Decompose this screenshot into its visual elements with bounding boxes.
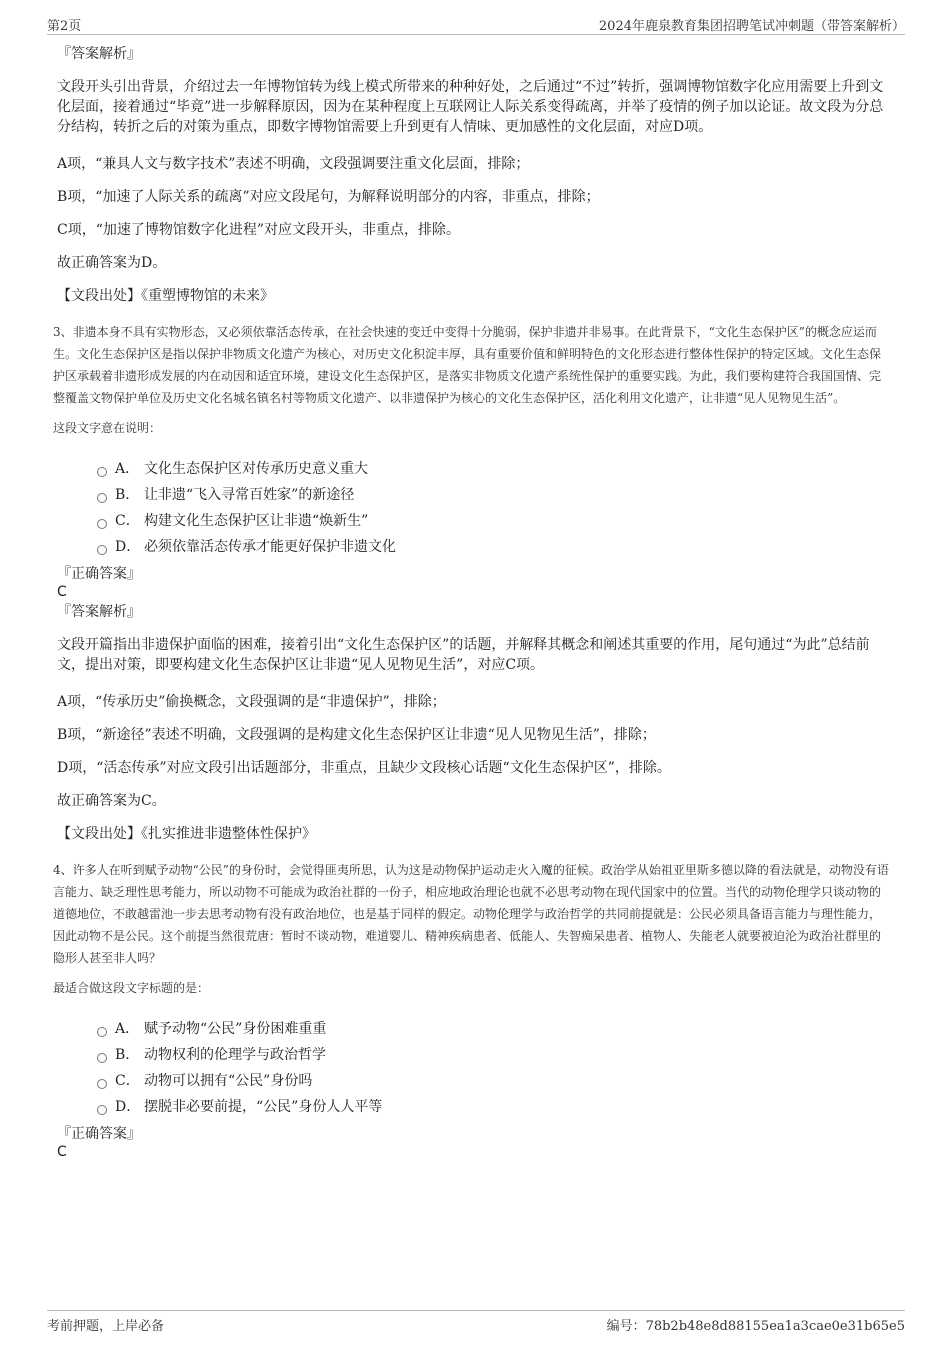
analysis-option-a: A项，“传承历史”偷换概念，文段强调的是“非遗保护”，排除； bbox=[57, 694, 446, 710]
radio-icon[interactable] bbox=[97, 545, 107, 555]
page-footer bbox=[47, 1310, 905, 1335]
analysis-conclusion: 故正确答案为C。 bbox=[57, 793, 166, 809]
correct-answer-label: 『正确答案』 bbox=[57, 566, 141, 582]
correct-answer: C bbox=[57, 584, 67, 600]
correct-answer: C bbox=[57, 1144, 67, 1160]
question-3-options bbox=[57, 456, 890, 560]
option-a[interactable]: A． 文化生态保护区对传承历史意义重大 bbox=[57, 456, 890, 482]
analysis-label: 『答案解析』 bbox=[57, 46, 141, 62]
analysis-text: 文段开篇指出非遗保护面临的困难，接着引出“文化生态保护区”的话题，并解释其概念和阐述其重要的作用，尾句通过“为此”总结前文，提出对策，即要构建文化生态保护区让非遗“见人见物见生活”，对应C项。 bbox=[57, 637, 870, 673]
correct-answer-label: 『正确答案』 bbox=[57, 1126, 141, 1142]
radio-icon[interactable] bbox=[97, 1027, 107, 1037]
question-4-text: 4、许多人在听到赋予动物“公民”的身份时，会觉得匪夷所思，认为这是动物保护运动走火入魔的征候。政治学从始祖亚里斯多德以降的看法就是，动物没有语言能力、缺乏理性思考能力，所以动物不可能成为政治社群的一份子，相应地政治理论也就不必思考动物在现代国家中的位置。当代的动物伦理学只谈动物的道德地位，不敢越雷池一步去思考动物有没有政治地位，也是基于同样的假定。动物伦理学与政治哲学的共同前提就是：公民必须具备语言能力与理性能力，因此动物不是公民。这个前提当然很荒唐：暂时不谈动物，难道婴儿、精神疾病患者、低能人、失智痴呆患者、植物人、失能老人就要被迫沦为政治社群里的隐形人甚至非人吗？ bbox=[53, 863, 889, 965]
option-c[interactable]: C． 动物可以拥有“公民”身份吗 bbox=[57, 1068, 890, 1094]
question-3-prompt: 这段文字意在说明： bbox=[53, 421, 162, 435]
analysis-label: 『答案解析』 bbox=[57, 604, 141, 620]
analysis-text: 文段开头引出背景，介绍过去一年博物馆转为线上模式所带来的种种好处，之后通过“不过”转折，强调博物馆数字化应用需要上升到文化层面，接着通过“毕竟”进一步解释原因，因为在某种程度上互联网让人际关系变得疏离，并举了疫情的例子加以论证。故文段为分总分结构，转折之后的对策为重点，即数字博物馆需要上升到更有人情味、更加感性的文化层面，对应D项。 bbox=[57, 79, 884, 135]
question-4-options bbox=[57, 1016, 890, 1120]
analysis-conclusion: 故正确答案为D。 bbox=[57, 255, 167, 271]
question-4-prompt: 最适合做这段文字标题的是： bbox=[53, 981, 210, 995]
radio-icon[interactable] bbox=[97, 493, 107, 503]
passage-source: 【文段出处】《扎实推进非遗整体性保护》 bbox=[57, 826, 316, 842]
document-code: 编号：78b2b48e8d88155ea1a3cae0e31b65e5 bbox=[606, 1319, 905, 1334]
analysis-option-d: D项，“活态传承”对应文段引出话题部分，非重点，且缺少文段核心话题“文化生态保护区”，排除。 bbox=[57, 760, 671, 776]
radio-icon[interactable] bbox=[97, 1079, 107, 1089]
analysis-option-b: B项，“新途径”表述不明确，文段强调的是构建文化生态保护区让非遗“见人见物见生活”，排除； bbox=[57, 727, 656, 743]
option-b[interactable]: B． 让非遗“飞入寻常百姓家”的新途径 bbox=[57, 482, 890, 508]
option-a[interactable]: A． 赋予动物“公民”身份困难重重 bbox=[57, 1016, 890, 1042]
analysis-option-b: B项，“加速了人际关系的疏离”对应文段尾句，为解释说明部分的内容，非重点，排除； bbox=[57, 189, 600, 205]
option-c[interactable]: C． 构建文化生态保护区让非遗“焕新生” bbox=[57, 508, 890, 534]
footer-slogan: 考前押题，上岸必备 bbox=[47, 1319, 165, 1334]
page-content bbox=[53, 44, 890, 1160]
analysis-option-c: C项，“加速了博物馆数字化进程”对应文段开头，非重点，排除。 bbox=[57, 222, 461, 238]
analysis-option-a: A项，“兼具人文与数字技术”表述不明确，文段强调要注重文化层面，排除； bbox=[57, 156, 530, 172]
option-d[interactable]: D． 摆脱非必要前提，“公民”身份人人平等 bbox=[57, 1094, 890, 1120]
page-header bbox=[47, 12, 905, 35]
radio-icon[interactable] bbox=[97, 1105, 107, 1115]
radio-icon[interactable] bbox=[97, 519, 107, 529]
page-number: 第2页 bbox=[47, 19, 82, 34]
radio-icon[interactable] bbox=[97, 467, 107, 477]
document-title: 2024年鹿泉教育集团招聘笔试冲刺题（带答案解析） bbox=[598, 19, 905, 34]
option-b[interactable]: B． 动物权利的伦理学与政治哲学 bbox=[57, 1042, 890, 1068]
radio-icon[interactable] bbox=[97, 1053, 107, 1063]
question-3-text: 3、非遗本身不具有实物形态，又必须依靠活态传承，在社会快速的变迁中变得十分脆弱，保护非遗并非易事。在此背景下，“文化生态保护区”的概念应运而生。文化生态保护区是指以保护非物质文化遗产为核心，对历史文化积淀丰厚，具有重要价值和鲜明特色的文化形态进行整体性保护的特定区域。文化生态保护区承载着非遗形成发展的内在动因和适宜环境，建设文化生态保护区，是落实非物质文化遗产系统性保护的重要实践。为此，我们要构建符合我国国情、完整覆盖文物保护单位及历史文化名城名镇名村等物质文化遗产、以非遗保护为核心的文化生态保护区，活化利用文化遗产，让非遗“见人见物见生活”。 bbox=[53, 325, 882, 405]
passage-source: 【文段出处】《重塑博物馆的未来》 bbox=[57, 288, 274, 304]
option-d[interactable]: D． 必须依靠活态传承才能更好保护非遗文化 bbox=[57, 534, 890, 560]
